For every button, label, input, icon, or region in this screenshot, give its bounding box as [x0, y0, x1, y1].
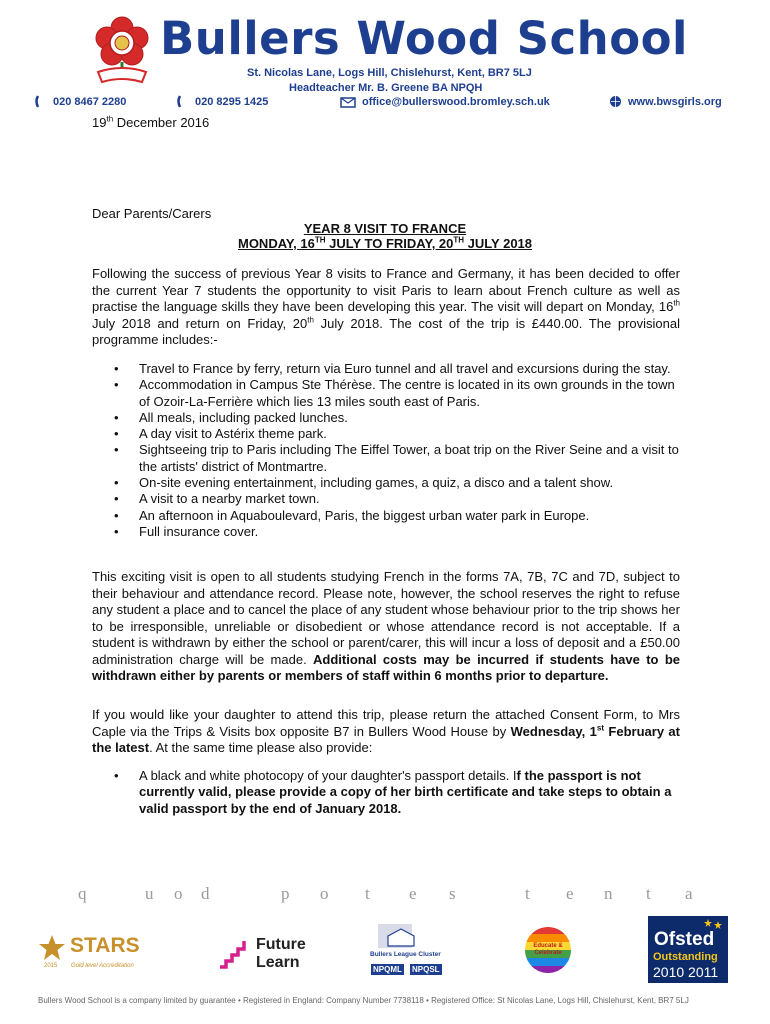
website-url[interactable]: www.bwsgirls.org — [628, 95, 722, 108]
website-contact — [609, 95, 722, 108]
list-item: • Full insurance cover. — [114, 524, 682, 540]
motto-letter: a — [685, 884, 693, 903]
ofsted-title: Ofsted — [654, 929, 715, 950]
list-item: • A day visit to Astérix theme park. — [114, 426, 682, 442]
ofsted-rating: Outstanding — [653, 951, 718, 963]
npqsl-badge: NPQSL — [412, 965, 440, 974]
requirements-list — [114, 768, 682, 817]
future-learn-logo — [218, 935, 318, 975]
legal-footer: Bullers Wood School is a company limited by guarantee • Registered in England: Company Number 7738118 • Registered Office: St Nicolas Lane, Logs Hill, Chislehurst, Kent, BR7 5LJ — [38, 996, 689, 1005]
phone-number: 020 8467 2280 — [53, 95, 127, 108]
motto-letter: t — [365, 884, 370, 903]
list-item: • An afternoon in Aquaboulevard, Paris, the biggest urban water park in Europe. — [114, 508, 682, 524]
headteacher: Headteacher Mr. B. Greene BA NPQH — [289, 82, 483, 94]
rainbow-text: Educate & Celebrate — [533, 943, 563, 956]
phone-icon — [34, 95, 47, 108]
phone-contact — [34, 95, 126, 108]
stars-year: 2015 — [44, 963, 58, 969]
fax-contact — [176, 95, 268, 108]
motto-letter: d — [201, 884, 210, 903]
motto-letter: n — [604, 884, 613, 903]
motto-letter: p — [281, 884, 290, 903]
motto-letter: e — [409, 884, 417, 903]
globe-icon — [609, 95, 622, 108]
fax-icon — [176, 95, 189, 108]
motto-letter: t — [525, 884, 530, 903]
school-crest-logo — [86, 10, 158, 92]
letter-subtitle: MONDAY, 16TH JULY TO FRIDAY, 20TH JULY 2018 — [237, 235, 533, 251]
motto-letter: t — [646, 884, 651, 903]
stars-accreditation-logo — [38, 932, 148, 976]
motto-letter: e — [566, 884, 574, 903]
list-item: • All meals, including packed lunches. — [114, 410, 682, 426]
stars-subtitle: Gold level Accreditation — [71, 963, 134, 969]
list-item: • Travel to France by ferry, return via Euro tunnel and all travel and excursions during the stay. — [114, 361, 682, 377]
motto-letter: s — [449, 884, 456, 903]
league-name: Bullers League Cluster — [370, 951, 441, 958]
consent-paragraph: If you would like your daughter to attend this trip, please return the attached Consent Form, to Mrs Caple via the Trips & Visits box opposite B7 in Bullers Wood House by Wednesday, 1st February at the latest. At the same time please also provide: — [92, 707, 680, 755]
motto-letter: q — [78, 884, 87, 903]
email-icon — [340, 95, 356, 108]
list-item: • Sightseeing trip to Paris including The Eiffel Tower, a boat trip on the River Seine and a visit to the artists' district of Montmartre. — [114, 442, 682, 475]
conditions-paragraph: This exciting visit is open to all students studying French in the forms 7A, 7B, 7C and 7D, subject to their behaviour and attendance record. Please note, however, the school reserves the right to refuse any student a place and to cancel the place of any student whose behaviour prior to the trip shows her to be irresponsible, unreliable or disobedient or whose attendance record is not acceptable. If a student is withdrawn by either the school or parent/carer, this will incur a loss of deposit and a £50.00 administration charge will be made. Additional costs may be incurred if students have to be withdrawn either by parents or members of staff within 6 months prior to departure. — [92, 569, 680, 683]
star-icon — [38, 934, 66, 962]
future-learn-icon — [218, 937, 250, 971]
motto-letter: u — [145, 884, 154, 903]
ofsted-logo — [648, 916, 728, 983]
educate-celebrate-logo — [524, 926, 572, 974]
intro-paragraph: Following the success of previous Year 8 visits to France and Germany, it has been decided to offer the current Year 7 students the opportunity to visit Paris to learn about French culture as well as practise the language skills they have been developing this year. The visit will depart on Monday, 16th July 2018 and return on Friday, 20th July 2018. The cost of the trip is £440.00. The provisional programme includes:- — [92, 266, 680, 347]
stars-label: STARS — [70, 934, 140, 957]
npqml-badge: NPQML — [373, 965, 402, 974]
future-learn-text-1: Future — [256, 936, 306, 953]
list-item: • A black and white photocopy of your daughter's passport details. If the passport is not currently valid, please provide a copy of her birth certificate and take steps to obtain a valid passport by the end of January 2018. — [114, 768, 682, 817]
ofsted-years: 2010 2011 — [653, 964, 719, 980]
motto-letter: o — [174, 884, 183, 903]
list-item: • Accommodation in Campus Ste Thérèse. The centre is located in its own grounds in the town of Ozoir-La-Ferrière which lies 13 miles south east of Paris. — [114, 377, 682, 410]
email-address[interactable]: office@bullerswood.bromley.sch.uk — [362, 95, 550, 108]
list-item: • On-site evening entertainment, including games, a quiz, a disco and a talent show. — [114, 475, 682, 491]
salutation: Dear Parents/Carers — [92, 206, 212, 221]
fax-number: 020 8295 1425 — [195, 95, 269, 108]
school-name: Bullers Wood School — [160, 12, 688, 65]
letter-title: YEAR 8 VISIT TO FRANCE — [303, 221, 467, 236]
programme-list — [114, 361, 682, 540]
school-building-icon — [386, 926, 416, 948]
motto-letter: o — [320, 884, 329, 903]
list-item: • A visit to a nearby market town. — [114, 491, 682, 507]
bullers-league-logo — [370, 924, 450, 982]
email-contact — [340, 95, 550, 108]
letter-date: 19th December 2016 — [92, 114, 210, 130]
school-address: St. Nicolas Lane, Logs Hill, Chislehurst, Kent, BR7 5LJ — [247, 67, 532, 79]
future-learn-text-2: Learn — [256, 954, 300, 971]
